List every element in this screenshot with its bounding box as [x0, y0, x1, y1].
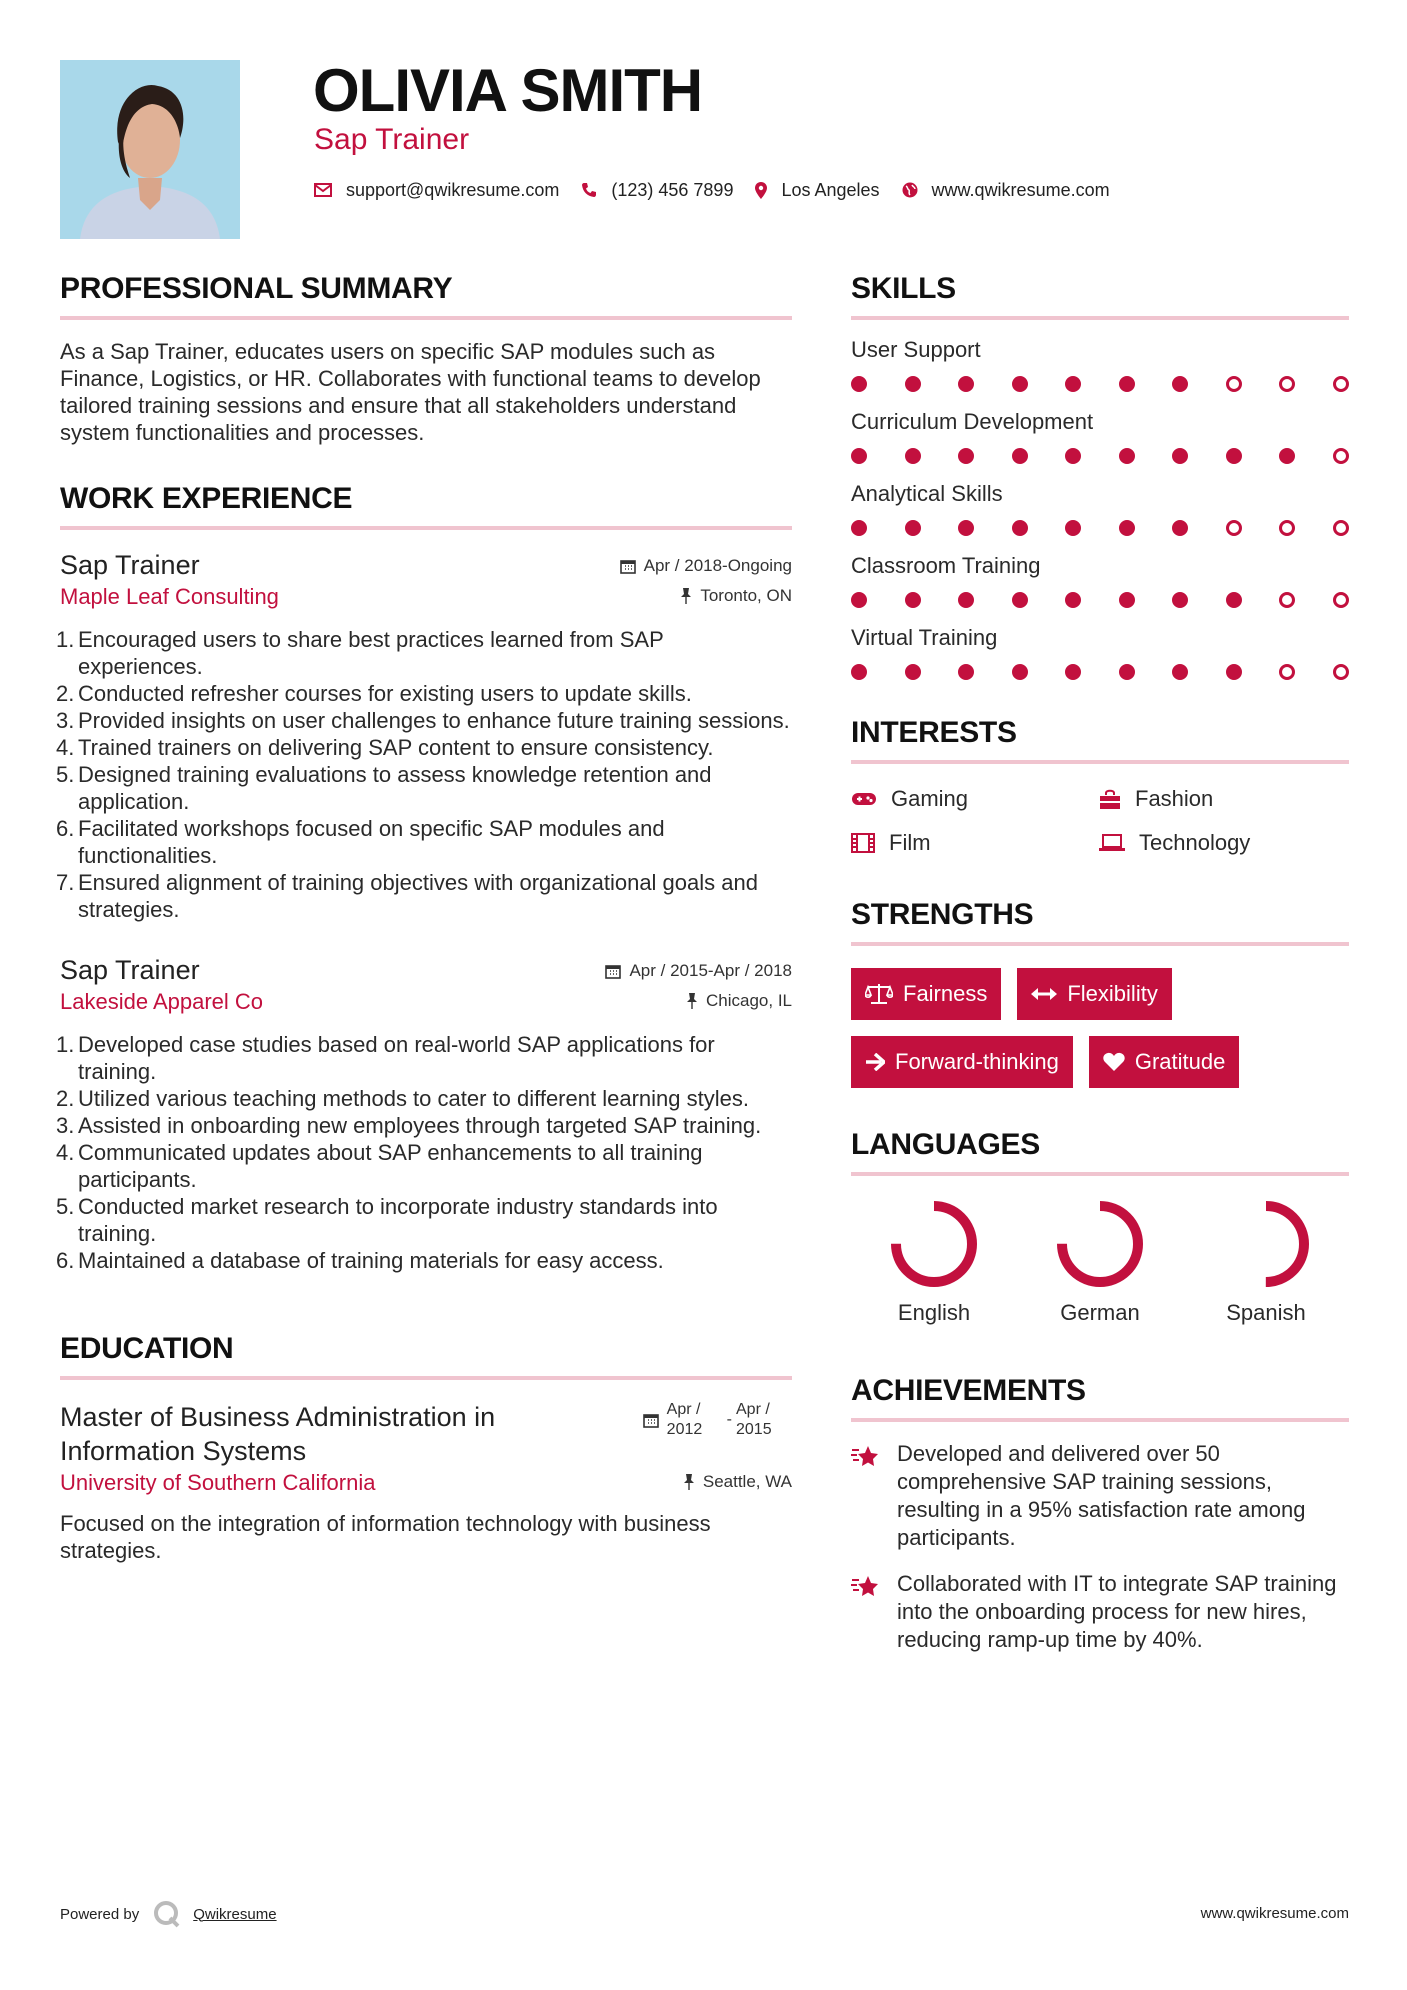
rating-dot-filled [1172, 520, 1188, 536]
rating-dot-filled [1279, 448, 1295, 464]
job-duties [60, 1031, 792, 1274]
rating-dot-empty [1279, 664, 1295, 680]
language-item [1183, 1198, 1349, 1326]
rating-dot-filled [1119, 448, 1135, 464]
list-item: Facilitated workshops focused on specific SAP modules and functionalities. [78, 816, 665, 868]
job-location [686, 991, 792, 1011]
language-ring [888, 1198, 980, 1290]
rating-dot-empty [1226, 376, 1242, 392]
strength-tag [851, 1036, 1073, 1088]
contact-website[interactable] [902, 176, 1110, 204]
candidate-role: Sap Trainer [314, 123, 470, 156]
skills-section [851, 270, 1349, 680]
skills-list [851, 336, 1349, 680]
laptop-icon [1099, 834, 1125, 852]
list-item: Utilized various teaching methods to cater to different learning styles. [78, 1086, 749, 1111]
job-title: Sap Trainer [60, 550, 200, 580]
rating-dot-filled [1226, 592, 1242, 608]
rating-dot-filled [1012, 592, 1028, 608]
rating-dot-empty [1279, 376, 1295, 392]
powered-by-label: Powered by [60, 1905, 140, 1923]
job-location [680, 586, 792, 606]
job-entry [60, 548, 792, 923]
skill-name: Virtual Training [851, 625, 998, 650]
language-level-arc [896, 1206, 972, 1282]
star-icon [851, 1444, 879, 1470]
skill-name: Classroom Training [851, 553, 1041, 578]
rating-dot-filled [905, 664, 921, 680]
contact-email[interactable] [314, 176, 559, 204]
rating-dot-filled [905, 592, 921, 608]
job-location-text: Toronto, ON [700, 586, 792, 605]
list-item: Conducted market research to incorporate industry standards into training. [78, 1194, 718, 1246]
qwikresume-logo-icon [153, 1900, 183, 1928]
pushpin-icon [683, 1474, 695, 1490]
list-item: Conducted refresher courses for existing users to update skills. [78, 681, 692, 706]
rating-dot-filled [1119, 376, 1135, 392]
star-icon [851, 1574, 879, 1600]
arrow-right-icon [865, 1053, 885, 1071]
rating-dot-filled [1012, 448, 1028, 464]
language-ring [1054, 1198, 1146, 1290]
job-dates-text: Apr / 2015-Apr / 2018 [629, 961, 792, 980]
rating-dot-filled [1119, 664, 1135, 680]
job-company: Maple Leaf Consulting [60, 584, 279, 609]
contact-phone[interactable] [581, 176, 733, 204]
rating-dot-filled [958, 520, 974, 536]
education-text: Focused on the integration of information technology with business strategies. [60, 1511, 711, 1563]
skill-item [851, 552, 1349, 608]
school-name: University of Southern California [60, 1470, 376, 1495]
experience-title: WORK EXPERIENCE [60, 480, 792, 530]
language-ring [1220, 1198, 1312, 1290]
strength-label: Fairness [903, 981, 988, 1006]
interests-section [851, 714, 1349, 856]
interest-label: Fashion [1135, 786, 1214, 811]
job-location-text: Chicago, IL [706, 991, 792, 1010]
education-entry [60, 1400, 792, 1564]
language-level-arc [1062, 1206, 1138, 1282]
skill-rating [851, 592, 1349, 608]
profile-photo [60, 60, 240, 239]
rating-dot-filled [1119, 520, 1135, 536]
rating-dot-filled [905, 520, 921, 536]
rating-dot-filled [1172, 448, 1188, 464]
rating-dot-filled [905, 376, 921, 392]
language-item [851, 1198, 1017, 1326]
rating-dot-filled [1012, 376, 1028, 392]
interest-label: Technology [1139, 830, 1251, 855]
achievement-item [851, 1570, 1349, 1654]
rating-dot-filled [1226, 448, 1242, 464]
rating-dot-empty [1226, 520, 1242, 536]
job-entry [60, 953, 792, 1274]
strength-label: Flexibility [1067, 981, 1158, 1006]
rating-dot-filled [958, 664, 974, 680]
list-item: Maintained a database of training materials for easy access. [78, 1248, 664, 1273]
education-location-text: Seattle, WA [702, 1472, 792, 1491]
qwikresume-link[interactable]: Qwikresume [193, 1905, 277, 1923]
skill-rating [851, 448, 1349, 464]
skill-rating [851, 664, 1349, 680]
rating-dot-filled [1172, 664, 1188, 680]
rating-dot-filled [1012, 520, 1028, 536]
contact-location [755, 176, 879, 204]
left-column [60, 270, 792, 1564]
skills-title: SKILLS [851, 270, 1349, 320]
rating-dot-filled [1065, 664, 1081, 680]
rating-dot-filled [1226, 664, 1242, 680]
arrows-horizontal-icon [1031, 987, 1057, 1001]
strengths-title: STRENGTHS [851, 896, 1349, 946]
calendar-icon [605, 963, 621, 979]
rating-dot-empty [1333, 664, 1349, 680]
language-level-arc [1228, 1206, 1304, 1282]
strength-tag [851, 968, 1001, 1020]
rating-dot-empty [1333, 376, 1349, 392]
interest-label: Gaming [891, 786, 969, 811]
rating-dot-filled [851, 520, 867, 536]
rating-dot-filled [1172, 376, 1188, 392]
languages-title: LANGUAGES [851, 1126, 1349, 1176]
contact-bar [314, 176, 1132, 204]
candidate-name: OLIVIA SMITH [313, 57, 703, 124]
list-item: Developed case studies based on real-world SAP applications for training. [78, 1032, 715, 1084]
job-dates [620, 556, 792, 576]
phone-text: (123) 456 7899 [611, 180, 734, 200]
skill-name: User Support [851, 337, 981, 362]
skill-rating [851, 520, 1349, 536]
skill-item [851, 624, 1349, 680]
rating-dot-empty [1333, 520, 1349, 536]
education-end: Apr / 2015 [736, 1401, 772, 1438]
summary-section [60, 270, 792, 446]
rating-dot-filled [1065, 376, 1081, 392]
list-item: Assisted in onboarding new employees through targeted SAP training. [78, 1113, 762, 1138]
website-text: www.qwikresume.com [931, 180, 1110, 200]
rating-dot-filled [1172, 592, 1188, 608]
envelope-icon [314, 183, 332, 197]
language-name: German [1060, 1300, 1140, 1325]
skill-item [851, 480, 1349, 536]
strengths-section [851, 896, 1349, 1088]
interest-item [1099, 786, 1339, 812]
achievements-section [851, 1372, 1349, 1654]
skill-name: Analytical Skills [851, 481, 1003, 506]
interest-item [851, 830, 1099, 856]
list-item: Communicated updates about SAP enhancements to all training participants. [78, 1140, 703, 1192]
interests-grid [851, 786, 1349, 856]
language-name: Spanish [1226, 1300, 1306, 1325]
film-icon [851, 833, 875, 853]
globe-icon [902, 182, 918, 198]
achievement-item [851, 1440, 1349, 1552]
interest-item [851, 786, 1099, 812]
map-marker-icon [755, 182, 767, 199]
footer-powered-by [60, 1900, 277, 1928]
skill-item [851, 408, 1349, 464]
calendar-icon [643, 1412, 659, 1428]
rating-dot-empty [1333, 592, 1349, 608]
rating-dot-filled [1065, 448, 1081, 464]
education-start: Apr / 2012 [666, 1401, 703, 1438]
rating-dot-filled [851, 448, 867, 464]
achievement-text: Collaborated with IT to integrate SAP training into the onboarding process for new hires, reducing ramp-up time by 40%. [897, 1571, 1337, 1652]
language-name: English [897, 1300, 971, 1325]
skill-name: Curriculum Development [851, 409, 1094, 434]
language-item [1017, 1198, 1183, 1326]
location-text: Los Angeles [781, 180, 880, 200]
education-dates [643, 1400, 792, 1440]
achievement-text: Developed and delivered over 50 comprehensive SAP training sessions, resulting in a 95% satisfaction rate among participants. [897, 1441, 1306, 1550]
rating-dot-filled [1065, 592, 1081, 608]
date-separator: - [726, 1411, 732, 1428]
shopping-bag-icon [1099, 788, 1121, 810]
languages-section [851, 1126, 1349, 1326]
rating-dot-filled [1119, 592, 1135, 608]
rating-dot-empty [1333, 448, 1349, 464]
right-column [851, 270, 1349, 1654]
rating-dot-filled [958, 592, 974, 608]
email-text: support@qwikresume.com [346, 180, 560, 200]
education-section [60, 1330, 792, 1564]
pushpin-icon [680, 588, 692, 604]
strength-label: Forward-thinking [895, 1049, 1059, 1074]
rating-dot-filled [1012, 664, 1028, 680]
list-item: Designed training evaluations to assess knowledge retention and application. [78, 762, 712, 814]
interest-item [1099, 830, 1339, 856]
rating-dot-filled [1065, 520, 1081, 536]
interests-title: INTERESTS [851, 714, 1349, 764]
list-item: Trained trainers on delivering SAP content to ensure consistency. [78, 735, 714, 760]
list-item: Encouraged users to share best practices learned from SAP experiences. [78, 627, 664, 679]
summary-title: PROFESSIONAL SUMMARY [60, 270, 792, 320]
rating-dot-empty [1279, 592, 1295, 608]
strength-tag [1017, 968, 1171, 1020]
balance-scale-icon [865, 983, 893, 1005]
rating-dot-filled [851, 376, 867, 392]
job-dates [605, 961, 792, 981]
strength-tag [1089, 1036, 1240, 1088]
list-item: Provided insights on user challenges to enhance future training sessions. [78, 708, 790, 733]
languages-list [851, 1198, 1349, 1326]
rating-dot-filled [851, 592, 867, 608]
summary-text: As a Sap Trainer, educates users on specific SAP modules such as Finance, Logistics, or HR. Collaborates with functional teams to develop tailored training sessions and ensure that all stakeholders understand system functionalities and processes. [60, 339, 761, 445]
education-location [683, 1472, 792, 1492]
job-duties [60, 626, 792, 923]
skill-rating [851, 376, 1349, 392]
pushpin-icon [686, 993, 698, 1009]
rating-dot-filled [958, 448, 974, 464]
rating-dot-filled [851, 664, 867, 680]
strength-label: Gratitude [1134, 1049, 1226, 1074]
list-item: Ensured alignment of training objectives with organizational goals and strategies. [78, 870, 758, 922]
degree-title: Master of Business Administration in Information Systems [60, 1402, 496, 1466]
phone-icon [581, 182, 597, 198]
strengths-tags [851, 968, 1349, 1088]
skill-item [851, 336, 1349, 392]
job-title: Sap Trainer [60, 955, 200, 985]
education-title: EDUCATION [60, 1330, 792, 1380]
achievements-title: ACHIEVEMENTS [851, 1372, 1349, 1422]
interest-label: Film [889, 830, 931, 855]
footer-website[interactable]: www.qwikresume.com [1200, 1905, 1349, 1922]
experience-section [60, 480, 792, 1274]
job-company: Lakeside Apparel Co [60, 989, 264, 1014]
calendar-icon [620, 558, 636, 574]
job-dates-text: Apr / 2018-Ongoing [643, 556, 792, 575]
gamepad-icon [851, 791, 877, 807]
rating-dot-empty [1279, 520, 1295, 536]
rating-dot-filled [905, 448, 921, 464]
heart-icon [1103, 1052, 1125, 1072]
rating-dot-filled [958, 376, 974, 392]
